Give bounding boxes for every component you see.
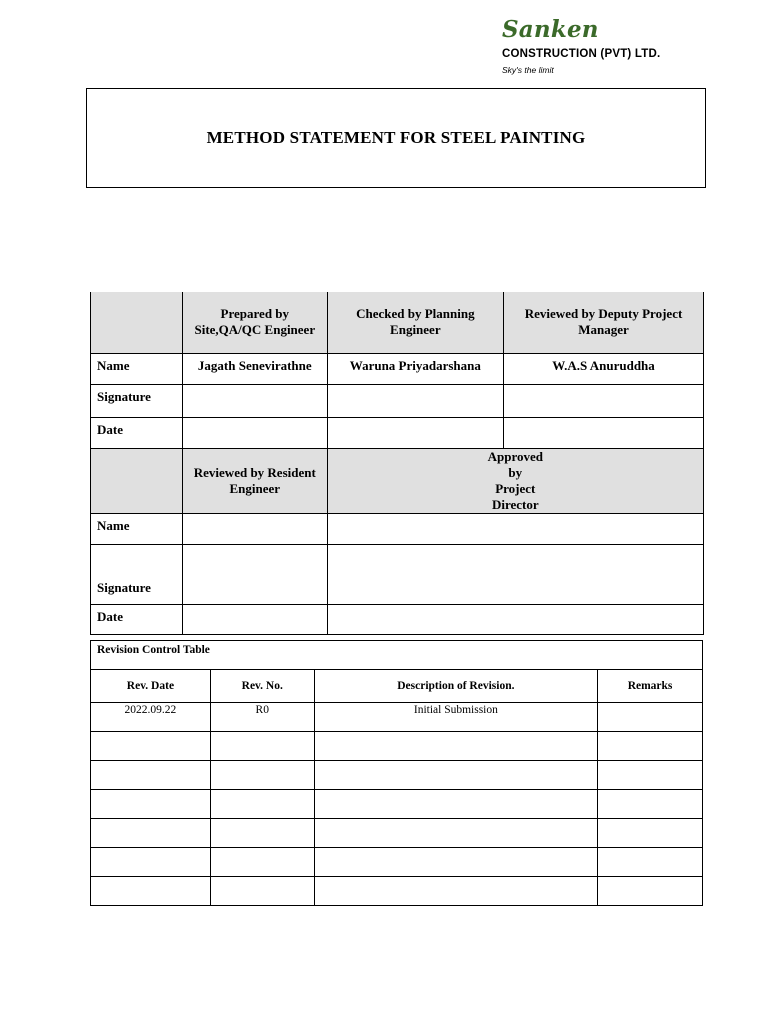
approval-name-row-2 bbox=[91, 513, 704, 544]
approval-date-row bbox=[91, 417, 704, 448]
empty-cell bbox=[91, 877, 211, 906]
empty-cell bbox=[210, 819, 314, 848]
empty-cell bbox=[210, 848, 314, 877]
empty-cell bbox=[314, 790, 597, 819]
approval-name-row bbox=[91, 353, 704, 384]
name-cell bbox=[327, 513, 703, 544]
checked-by-header: Checked by Planning Engineer bbox=[327, 292, 503, 353]
revision-caption: Revision Control Table bbox=[91, 641, 703, 670]
signature-cell bbox=[182, 544, 327, 604]
rev-description: Initial Submission bbox=[314, 703, 597, 732]
date-cell bbox=[182, 417, 327, 448]
table-row bbox=[91, 790, 703, 819]
empty-cell bbox=[91, 819, 211, 848]
name-label: Name bbox=[91, 513, 183, 544]
empty-cell bbox=[314, 819, 597, 848]
empty-cell bbox=[598, 732, 703, 761]
date-cell bbox=[504, 417, 704, 448]
approval-header-row bbox=[91, 292, 704, 353]
rev-no: R0 bbox=[210, 703, 314, 732]
empty-cell bbox=[314, 761, 597, 790]
empty-cell bbox=[598, 848, 703, 877]
project-director-header: Approved by Project Director bbox=[327, 448, 703, 513]
empty-cell bbox=[598, 761, 703, 790]
approval-date-row-2 bbox=[91, 604, 704, 634]
empty-cell bbox=[314, 877, 597, 906]
empty-cell bbox=[91, 761, 211, 790]
table-row bbox=[91, 848, 703, 877]
signature-cell bbox=[327, 384, 503, 417]
signature-cell bbox=[182, 384, 327, 417]
empty-cell bbox=[314, 848, 597, 877]
company-legal-name: CONSTRUCTION (PVT) LTD. bbox=[502, 48, 661, 60]
blank-header-cell bbox=[91, 448, 183, 513]
signature-cell bbox=[504, 384, 704, 417]
rev-description-header: Description of Revision. bbox=[314, 670, 597, 703]
signature-label: Signature bbox=[91, 544, 183, 604]
empty-cell bbox=[598, 819, 703, 848]
signature-cell bbox=[327, 544, 703, 604]
approval-signature-row-2 bbox=[91, 544, 704, 604]
approval-table bbox=[90, 292, 704, 635]
prepared-by-header: Prepared by Site,QA/QC Engineer bbox=[182, 292, 327, 353]
rev-date: 2022.09.22 bbox=[91, 703, 211, 732]
empty-cell bbox=[210, 790, 314, 819]
date-cell bbox=[327, 417, 503, 448]
reviewed-by-dpm-header: Reviewed by Deputy Project Manager bbox=[504, 292, 704, 353]
rev-no-header: Rev. No. bbox=[210, 670, 314, 703]
empty-cell bbox=[210, 732, 314, 761]
revision-caption-row bbox=[91, 641, 703, 670]
date-cell bbox=[182, 604, 327, 634]
document-title: METHOD STATEMENT FOR STEEL PAINTING bbox=[206, 128, 586, 147]
empty-cell bbox=[91, 848, 211, 877]
rev-remarks-header: Remarks bbox=[598, 670, 703, 703]
date-cell bbox=[327, 604, 703, 634]
table-row bbox=[91, 732, 703, 761]
rev-remarks bbox=[598, 703, 703, 732]
resident-engineer-header: Reviewed by Resident Engineer bbox=[182, 448, 327, 513]
empty-cell bbox=[210, 761, 314, 790]
table-row bbox=[91, 703, 703, 732]
checked-by-name: Waruna Priyadarshana bbox=[327, 353, 503, 384]
approval-header-row-2 bbox=[91, 448, 704, 513]
title-box bbox=[86, 88, 706, 188]
date-label: Date bbox=[91, 604, 183, 634]
empty-cell bbox=[598, 790, 703, 819]
empty-cell bbox=[598, 877, 703, 906]
signature-label: Signature bbox=[91, 384, 183, 417]
approval-signature-row bbox=[91, 384, 704, 417]
revision-header-row bbox=[91, 670, 703, 703]
table-row bbox=[91, 819, 703, 848]
date-label: Date bbox=[91, 417, 183, 448]
company-name: Sanken bbox=[502, 16, 599, 43]
revision-control-table bbox=[90, 640, 703, 906]
empty-cell bbox=[91, 790, 211, 819]
prepared-by-name: Jagath Senevirathne bbox=[182, 353, 327, 384]
table-row bbox=[91, 877, 703, 906]
empty-cell bbox=[210, 877, 314, 906]
reviewed-by-name: W.A.S Anuruddha bbox=[504, 353, 704, 384]
empty-cell bbox=[91, 732, 211, 761]
company-logo bbox=[502, 16, 660, 75]
blank-header-cell bbox=[91, 292, 183, 353]
company-tagline: Sky's the limit bbox=[502, 65, 554, 75]
table-row bbox=[91, 761, 703, 790]
name-cell bbox=[182, 513, 327, 544]
rev-date-header: Rev. Date bbox=[91, 670, 211, 703]
empty-cell bbox=[314, 732, 597, 761]
name-label: Name bbox=[91, 353, 183, 384]
